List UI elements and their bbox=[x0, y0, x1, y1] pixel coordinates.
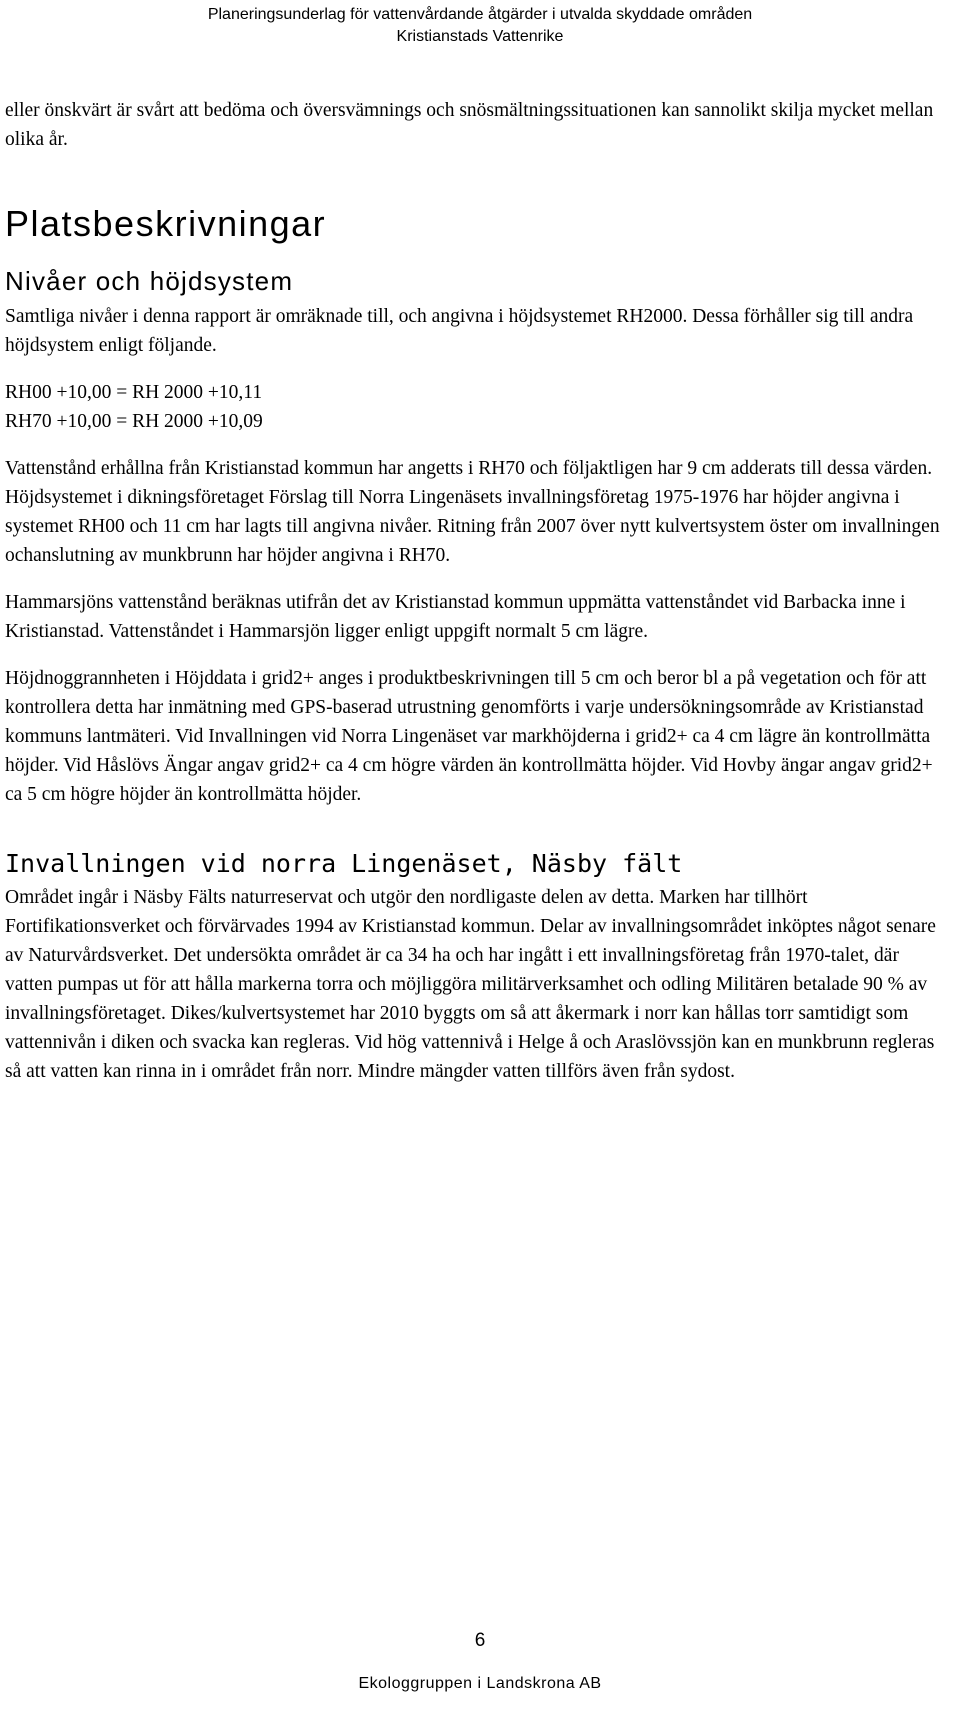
paragraph-omradet: Området ingår i Näsby Fälts naturreservat och utgör den nordligaste delen av detta. Marken har tillhört Fortifikationsverket och förvärvades 1994 av Kristianstad kommun. Delar av invallningsområdet inköptes något senare av Naturvårdsverket. Det undersökta området är ca 34 ha och har ingått i ett invallningsföretag från 1970-talet, där vatten pumpas ut för att hålla markerna torra och möjliggöra militärverksamhet och odling Militären betalade 90 % av invallningsföretaget. Dikes/kulvertsystemet har 2010 byggts om så att åkermark i norr kan hållas torr samtidigt som vattennivån i diken och svacka kan regleras. Vid hög vattennivå i Helge å och Araslövssjön kan en munkbrunn regleras så att vatten kan rinna in i området från norr. Mindre mängder vatten tillförs även från sydost. bbox=[5, 887, 936, 1082]
header-subtitle: Kristianstads Vattenrike bbox=[396, 28, 564, 45]
intro-paragraph: eller önskvärt är svårt att bedöma och översvämnings och snösmältningssituationen kan sannolikt skilja mycket mellan olika år. bbox=[5, 100, 934, 150]
section-heading: Platsbeskrivningar bbox=[5, 203, 327, 244]
paragraph-rh2000: Samtliga nivåer i denna rapport är omräknade till, och angivna i höjdsystemet RH2000. Dessa förhåller sig till andra höjdsystem enligt följande. bbox=[5, 306, 914, 356]
page-number: 6 bbox=[474, 1630, 486, 1651]
footer-company: Ekologgruppen i Landskrona AB bbox=[358, 1675, 602, 1692]
section-heading-lingenaset: Invallningen vid norra Lingenäset, Näsby fält bbox=[5, 849, 683, 878]
equation-rh70: RH70 +10,00 = RH 2000 +10,09 bbox=[5, 411, 263, 432]
paragraph-hojdnoggrannhet: Höjdnoggrannheten i Höjddata i grid2+ anges i produktbeskrivningen till 5 cm och beror bl a på vegetation och för att kontrollera detta har inmätning med GPS-baserad utrustning genomförts i varje undersökningsområde av Kristianstad kommuns lantmäteri. Vid Invallningen vid Norra Lingenäset var markhöjderna i grid2+ ca 4 cm lägre än kontrollmätta höjder. Vid Håslövs Ängar angav grid2+ ca 4 cm högre värden än kontrollmätta höjder. Vid Hovby ängar angav grid2+ ca 5 cm högre höjder än kontrollmätta höjder. bbox=[5, 668, 933, 805]
page-header bbox=[0, 4, 960, 48]
paragraph-vattenstand: Vattenstånd erhållna från Kristianstad kommun har angetts i RH70 och följaktligen har 9 cm adderats till dessa värden. Höjdsystemet i dikningsföretaget Förslag till Norra Lingenäsets invallningsföretag 1975-1976 har höjder angivna i systemet RH00 och 11 cm har lagts till angivna nivåer. Ritning från 2007 över nytt kulvertsystem öster om invallningen ochanslutning av munkbrunn har höjder angivna i RH70. bbox=[5, 458, 940, 566]
paragraph-hammarsjon: Hammarsjöns vattenstånd beräknas utifrån det av Kristianstad kommun uppmätta vattenståndet vid Barbacka inne i Kristianstad. Vattenståndet i Hammarsjön ligger enligt uppgift normalt 5 cm lägre. bbox=[5, 592, 906, 642]
header-title: Planeringsunderlag för vattenvårdande åtgärder i utvalda skyddade områden bbox=[207, 6, 753, 23]
subsection-heading: Nivåer och höjdsystem bbox=[5, 266, 294, 296]
document-body bbox=[5, 96, 940, 1086]
equation-rh00: RH00 +10,00 = RH 2000 +10,11 bbox=[5, 382, 263, 403]
